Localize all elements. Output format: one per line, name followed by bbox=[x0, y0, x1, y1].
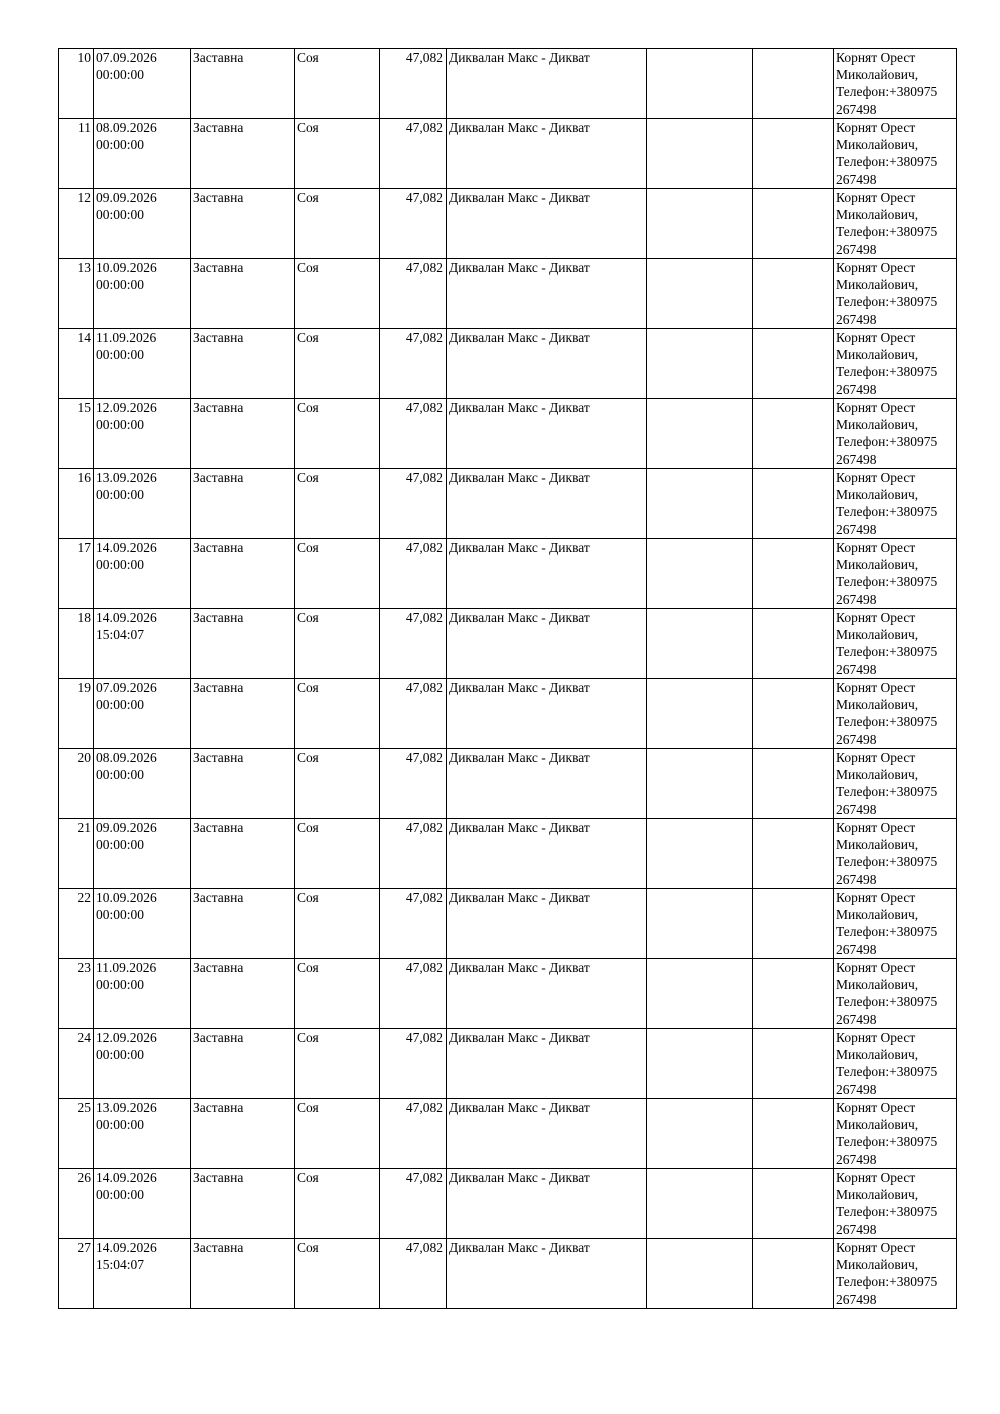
cell-empty-col8 bbox=[753, 819, 834, 889]
cell-empty-col8 bbox=[753, 49, 834, 119]
cell-crop: Соя bbox=[295, 749, 380, 819]
cell-empty-col8 bbox=[753, 119, 834, 189]
cell-date: 14.09.2026 00:00:00 bbox=[94, 1169, 191, 1239]
cell-empty-col7 bbox=[647, 889, 753, 959]
cell-row-number: 23 bbox=[59, 959, 94, 1029]
cell-row-number: 16 bbox=[59, 469, 94, 539]
cell-crop: Соя bbox=[295, 49, 380, 119]
cell-product: Диквалан Макс - Дикват bbox=[447, 1099, 647, 1169]
cell-row-number: 17 bbox=[59, 539, 94, 609]
cell-type: Заставна bbox=[191, 889, 295, 959]
cell-area: 47,082 bbox=[380, 189, 447, 259]
cell-row-number: 22 bbox=[59, 889, 94, 959]
cell-empty-col8 bbox=[753, 1239, 834, 1309]
cell-date: 11.09.2026 00:00:00 bbox=[94, 959, 191, 1029]
records-table bbox=[58, 48, 957, 1309]
cell-product: Диквалан Макс - Дикват bbox=[447, 119, 647, 189]
cell-area: 47,082 bbox=[380, 469, 447, 539]
table-row bbox=[59, 959, 957, 1029]
cell-date: 13.09.2026 00:00:00 bbox=[94, 469, 191, 539]
cell-contact: Корнят Орест Миколайович, Телефон:+380975 267498 bbox=[834, 119, 957, 189]
cell-type: Заставна bbox=[191, 49, 295, 119]
table-row bbox=[59, 469, 957, 539]
cell-date: 09.09.2026 00:00:00 bbox=[94, 819, 191, 889]
cell-type: Заставна bbox=[191, 1029, 295, 1099]
cell-type: Заставна bbox=[191, 959, 295, 1029]
cell-area: 47,082 bbox=[380, 1029, 447, 1099]
cell-area: 47,082 bbox=[380, 749, 447, 819]
cell-row-number: 24 bbox=[59, 1029, 94, 1099]
cell-contact: Корнят Орест Миколайович, Телефон:+380975 267498 bbox=[834, 1169, 957, 1239]
table-row bbox=[59, 1239, 957, 1309]
cell-area: 47,082 bbox=[380, 329, 447, 399]
cell-product: Диквалан Макс - Дикват bbox=[447, 49, 647, 119]
cell-empty-col8 bbox=[753, 959, 834, 1029]
cell-contact: Корнят Орест Миколайович, Телефон:+380975 267498 bbox=[834, 1029, 957, 1099]
cell-row-number: 27 bbox=[59, 1239, 94, 1309]
cell-date: 08.09.2026 00:00:00 bbox=[94, 119, 191, 189]
table-row bbox=[59, 1169, 957, 1239]
cell-product: Диквалан Макс - Дикват bbox=[447, 469, 647, 539]
cell-crop: Соя bbox=[295, 539, 380, 609]
cell-empty-col8 bbox=[753, 1169, 834, 1239]
cell-empty-col7 bbox=[647, 189, 753, 259]
cell-empty-col7 bbox=[647, 119, 753, 189]
cell-row-number: 13 bbox=[59, 259, 94, 329]
cell-contact: Корнят Орест Миколайович, Телефон:+380975 267498 bbox=[834, 889, 957, 959]
cell-empty-col7 bbox=[647, 539, 753, 609]
cell-date: 07.09.2026 00:00:00 bbox=[94, 679, 191, 749]
table-row bbox=[59, 609, 957, 679]
cell-date: 10.09.2026 00:00:00 bbox=[94, 889, 191, 959]
cell-area: 47,082 bbox=[380, 609, 447, 679]
table-row bbox=[59, 119, 957, 189]
cell-product: Диквалан Макс - Дикват bbox=[447, 679, 647, 749]
table-row bbox=[59, 49, 957, 119]
cell-empty-col8 bbox=[753, 679, 834, 749]
cell-area: 47,082 bbox=[380, 959, 447, 1029]
table-row bbox=[59, 1029, 957, 1099]
cell-crop: Соя bbox=[295, 679, 380, 749]
cell-empty-col7 bbox=[647, 609, 753, 679]
cell-empty-col8 bbox=[753, 469, 834, 539]
cell-crop: Соя bbox=[295, 119, 380, 189]
cell-empty-col7 bbox=[647, 49, 753, 119]
cell-area: 47,082 bbox=[380, 889, 447, 959]
cell-empty-col7 bbox=[647, 679, 753, 749]
cell-crop: Соя bbox=[295, 1169, 380, 1239]
cell-product: Диквалан Макс - Дикват bbox=[447, 889, 647, 959]
cell-product: Диквалан Макс - Дикват bbox=[447, 539, 647, 609]
cell-area: 47,082 bbox=[380, 259, 447, 329]
cell-type: Заставна bbox=[191, 259, 295, 329]
cell-date: 14.09.2026 00:00:00 bbox=[94, 539, 191, 609]
table-row bbox=[59, 819, 957, 889]
cell-type: Заставна bbox=[191, 819, 295, 889]
table-row bbox=[59, 329, 957, 399]
cell-empty-col8 bbox=[753, 399, 834, 469]
cell-area: 47,082 bbox=[380, 399, 447, 469]
cell-contact: Корнят Орест Миколайович, Телефон:+380975 267498 bbox=[834, 819, 957, 889]
cell-empty-col7 bbox=[647, 329, 753, 399]
cell-row-number: 12 bbox=[59, 189, 94, 259]
cell-empty-col7 bbox=[647, 959, 753, 1029]
cell-date: 07.09.2026 00:00:00 bbox=[94, 49, 191, 119]
cell-type: Заставна bbox=[191, 1169, 295, 1239]
table-row bbox=[59, 399, 957, 469]
cell-empty-col7 bbox=[647, 819, 753, 889]
cell-row-number: 25 bbox=[59, 1099, 94, 1169]
cell-empty-col8 bbox=[753, 539, 834, 609]
cell-crop: Соя bbox=[295, 469, 380, 539]
cell-type: Заставна bbox=[191, 119, 295, 189]
cell-empty-col7 bbox=[647, 1099, 753, 1169]
cell-contact: Корнят Орест Миколайович, Телефон:+380975 267498 bbox=[834, 1239, 957, 1309]
cell-empty-col8 bbox=[753, 329, 834, 399]
cell-empty-col7 bbox=[647, 749, 753, 819]
cell-row-number: 20 bbox=[59, 749, 94, 819]
table-body bbox=[59, 49, 957, 1309]
cell-crop: Соя bbox=[295, 1239, 380, 1309]
cell-product: Диквалан Макс - Дикват bbox=[447, 1169, 647, 1239]
table-row bbox=[59, 679, 957, 749]
cell-contact: Корнят Орест Миколайович, Телефон:+380975 267498 bbox=[834, 539, 957, 609]
cell-crop: Соя bbox=[295, 399, 380, 469]
cell-contact: Корнят Орест Миколайович, Телефон:+380975 267498 bbox=[834, 329, 957, 399]
cell-date: 12.09.2026 00:00:00 bbox=[94, 399, 191, 469]
cell-crop: Соя bbox=[295, 959, 380, 1029]
table-row bbox=[59, 189, 957, 259]
cell-type: Заставна bbox=[191, 399, 295, 469]
cell-empty-col7 bbox=[647, 259, 753, 329]
cell-empty-col8 bbox=[753, 189, 834, 259]
cell-area: 47,082 bbox=[380, 819, 447, 889]
table-row bbox=[59, 259, 957, 329]
cell-date: 08.09.2026 00:00:00 bbox=[94, 749, 191, 819]
cell-product: Диквалан Макс - Дикват bbox=[447, 819, 647, 889]
cell-product: Диквалан Макс - Дикват bbox=[447, 189, 647, 259]
cell-date: 13.09.2026 00:00:00 bbox=[94, 1099, 191, 1169]
cell-type: Заставна bbox=[191, 329, 295, 399]
table-row bbox=[59, 1099, 957, 1169]
cell-type: Заставна bbox=[191, 1239, 295, 1309]
cell-empty-col8 bbox=[753, 889, 834, 959]
cell-type: Заставна bbox=[191, 539, 295, 609]
cell-row-number: 21 bbox=[59, 819, 94, 889]
cell-empty-col8 bbox=[753, 609, 834, 679]
cell-area: 47,082 bbox=[380, 1169, 447, 1239]
cell-contact: Корнят Орест Миколайович, Телефон:+380975 267498 bbox=[834, 959, 957, 1029]
cell-date: 14.09.2026 15:04:07 bbox=[94, 1239, 191, 1309]
cell-empty-col7 bbox=[647, 1029, 753, 1099]
cell-crop: Соя bbox=[295, 1029, 380, 1099]
table-row bbox=[59, 539, 957, 609]
cell-area: 47,082 bbox=[380, 1099, 447, 1169]
cell-type: Заставна bbox=[191, 679, 295, 749]
cell-empty-col8 bbox=[753, 1099, 834, 1169]
cell-product: Диквалан Макс - Дикват bbox=[447, 749, 647, 819]
cell-crop: Соя bbox=[295, 1099, 380, 1169]
cell-date: 12.09.2026 00:00:00 bbox=[94, 1029, 191, 1099]
cell-area: 47,082 bbox=[380, 119, 447, 189]
cell-contact: Корнят Орест Миколайович, Телефон:+380975 267498 bbox=[834, 469, 957, 539]
cell-crop: Соя bbox=[295, 889, 380, 959]
cell-contact: Корнят Орест Миколайович, Телефон:+380975 267498 bbox=[834, 399, 957, 469]
cell-product: Диквалан Макс - Дикват bbox=[447, 259, 647, 329]
cell-row-number: 26 bbox=[59, 1169, 94, 1239]
cell-product: Диквалан Макс - Дикват bbox=[447, 609, 647, 679]
cell-type: Заставна bbox=[191, 189, 295, 259]
cell-row-number: 18 bbox=[59, 609, 94, 679]
cell-area: 47,082 bbox=[380, 1239, 447, 1309]
table-row bbox=[59, 889, 957, 959]
cell-row-number: 11 bbox=[59, 119, 94, 189]
cell-area: 47,082 bbox=[380, 679, 447, 749]
cell-contact: Корнят Орест Миколайович, Телефон:+380975 267498 bbox=[834, 49, 957, 119]
cell-contact: Корнят Орест Миколайович, Телефон:+380975 267498 bbox=[834, 259, 957, 329]
cell-date: 14.09.2026 15:04:07 bbox=[94, 609, 191, 679]
cell-contact: Корнят Орест Миколайович, Телефон:+380975 267498 bbox=[834, 679, 957, 749]
cell-empty-col7 bbox=[647, 1239, 753, 1309]
cell-empty-col7 bbox=[647, 469, 753, 539]
cell-crop: Соя bbox=[295, 329, 380, 399]
cell-contact: Корнят Орест Миколайович, Телефон:+380975 267498 bbox=[834, 1099, 957, 1169]
cell-area: 47,082 bbox=[380, 49, 447, 119]
table-row bbox=[59, 749, 957, 819]
cell-empty-col7 bbox=[647, 1169, 753, 1239]
cell-empty-col8 bbox=[753, 1029, 834, 1099]
cell-empty-col8 bbox=[753, 259, 834, 329]
cell-type: Заставна bbox=[191, 609, 295, 679]
cell-product: Диквалан Макс - Дикват bbox=[447, 329, 647, 399]
cell-contact: Корнят Орест Миколайович, Телефон:+380975 267498 bbox=[834, 609, 957, 679]
cell-date: 11.09.2026 00:00:00 bbox=[94, 329, 191, 399]
cell-row-number: 14 bbox=[59, 329, 94, 399]
cell-contact: Корнят Орест Миколайович, Телефон:+380975 267498 bbox=[834, 749, 957, 819]
cell-empty-col8 bbox=[753, 749, 834, 819]
cell-product: Диквалан Макс - Дикват bbox=[447, 1029, 647, 1099]
cell-date: 09.09.2026 00:00:00 bbox=[94, 189, 191, 259]
cell-crop: Соя bbox=[295, 819, 380, 889]
cell-product: Диквалан Макс - Дикват bbox=[447, 399, 647, 469]
cell-crop: Соя bbox=[295, 189, 380, 259]
cell-row-number: 19 bbox=[59, 679, 94, 749]
cell-product: Диквалан Макс - Дикват bbox=[447, 1239, 647, 1309]
cell-type: Заставна bbox=[191, 1099, 295, 1169]
cell-type: Заставна bbox=[191, 469, 295, 539]
cell-type: Заставна bbox=[191, 749, 295, 819]
cell-crop: Соя bbox=[295, 609, 380, 679]
cell-area: 47,082 bbox=[380, 539, 447, 609]
cell-empty-col7 bbox=[647, 399, 753, 469]
cell-row-number: 10 bbox=[59, 49, 94, 119]
cell-product: Диквалан Макс - Дикват bbox=[447, 959, 647, 1029]
cell-crop: Соя bbox=[295, 259, 380, 329]
cell-date: 10.09.2026 00:00:00 bbox=[94, 259, 191, 329]
cell-contact: Корнят Орест Миколайович, Телефон:+380975 267498 bbox=[834, 189, 957, 259]
cell-row-number: 15 bbox=[59, 399, 94, 469]
